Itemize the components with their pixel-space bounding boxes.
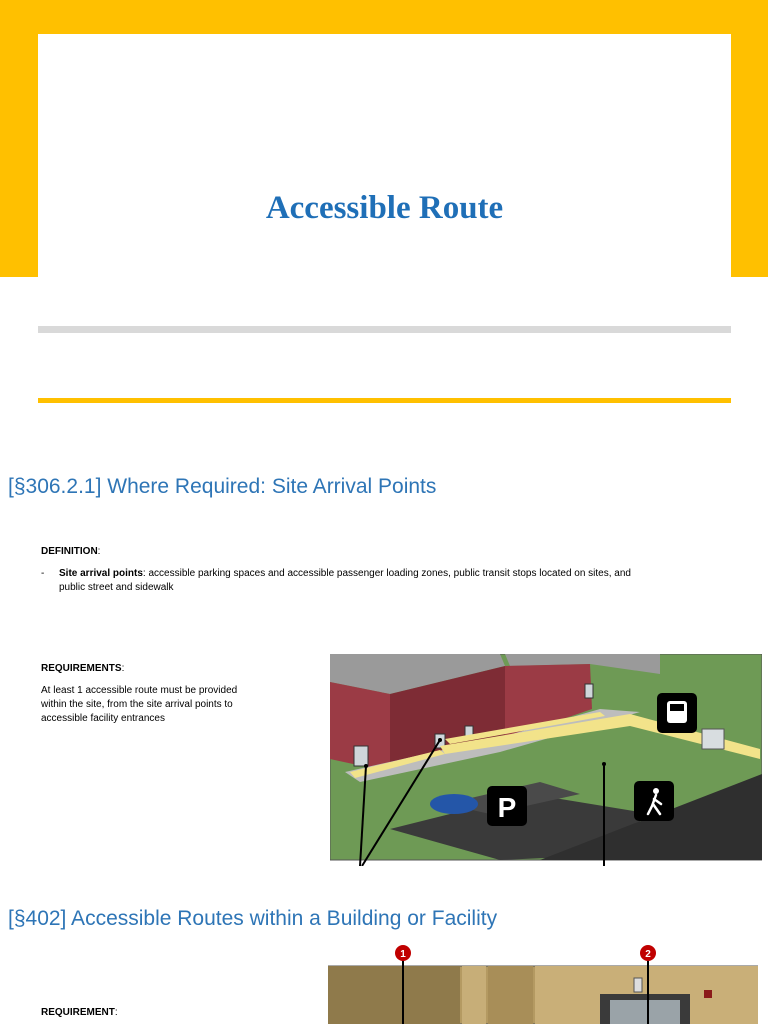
bullet-dash: -	[41, 568, 45, 579]
corridor-wall-left	[328, 966, 460, 1024]
exit-sign-icon	[704, 990, 712, 998]
section-heading-site-arrival: [§306.2.1] Where Required: Site Arrival Points	[8, 475, 437, 498]
page-title: Accessible Route	[265, 190, 504, 226]
right-gold-band	[731, 0, 768, 277]
section-heading-building-routes: [§402] Accessible Routes within a Building or Facility	[8, 907, 498, 930]
definition-bullet	[59, 567, 739, 580]
title-card	[38, 34, 731, 277]
gray-divider	[38, 326, 731, 333]
requirements-line3: accessible facility entrances	[41, 713, 165, 724]
window-icon	[585, 684, 593, 698]
pillar	[462, 966, 486, 1024]
door-icon	[354, 746, 368, 766]
requirement-label-text: REQUIREMENT	[41, 1007, 115, 1018]
requirements-line1: At least 1 accessible route must be provided	[41, 685, 238, 696]
bus-shelter	[702, 729, 724, 749]
requirement-colon: :	[114, 1007, 118, 1018]
definition-label	[41, 545, 100, 558]
callout-number-1: 1	[400, 949, 406, 960]
bullet-term: Site arrival points	[59, 568, 143, 579]
left-gold-band	[0, 0, 38, 277]
requirement-label	[41, 1006, 118, 1019]
definition-label-text: DEFINITION	[41, 546, 98, 557]
corridor-wall-mid	[488, 966, 533, 1024]
bullet-text: : accessible parking spaces and accessible passenger loading zones, public transit stops located on sites, and	[142, 568, 631, 579]
requirements-line2: within the site, from the site arrival points to	[41, 699, 233, 710]
parking-sign-letter: P	[497, 792, 517, 823]
callout-number-2: 2	[645, 949, 651, 960]
gold-divider	[38, 398, 731, 403]
top-gold-band	[0, 0, 768, 34]
requirements-colon: :	[121, 663, 125, 674]
building-interior-illustration	[328, 944, 758, 1024]
elevator-button-icon	[634, 978, 642, 992]
bullet-text-line2: public street and sidewalk	[59, 582, 174, 593]
requirements-label-text: REQUIREMENTS	[41, 663, 122, 674]
elevator-door	[610, 1000, 680, 1024]
definition-colon: :	[97, 546, 101, 557]
requirements-label	[41, 662, 124, 675]
car-icon	[430, 794, 478, 814]
site-arrival-illustration	[330, 654, 762, 866]
